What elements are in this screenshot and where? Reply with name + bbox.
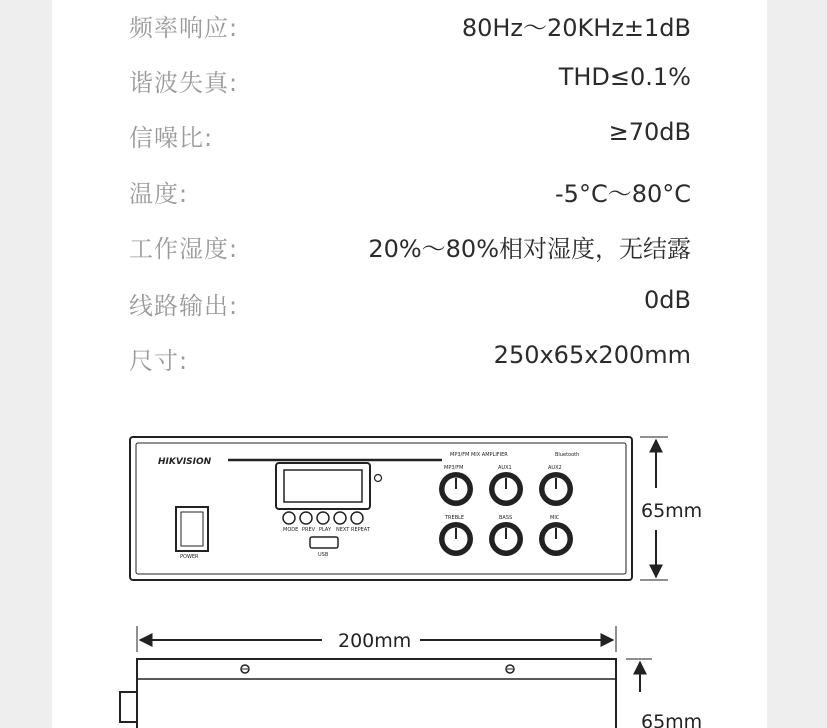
prev-button[interactable]: [300, 512, 312, 524]
repeat-button[interactable]: [351, 512, 363, 524]
spec-value: ≥70dB: [608, 118, 691, 146]
spec-value: 250x65x200mm: [493, 341, 691, 369]
model-label: MP3/FM MIX AMPLIFIER: [450, 452, 508, 458]
next-button[interactable]: [334, 512, 346, 524]
height-dimension: [640, 437, 702, 580]
spec-label: 工作湿度:: [129, 235, 239, 263]
knob-label: MP3/FM: [444, 465, 464, 471]
knob-label: AUX1: [498, 465, 512, 471]
amplifier-dimension-diagram: [52, 0, 767, 728]
usb-port[interactable]: [310, 537, 338, 548]
side-view: [120, 659, 702, 728]
spec-value: 20%～80%相对湿度，无结露: [368, 235, 691, 263]
button-label: NEXT: [336, 527, 350, 533]
spec-label: 频率响应:: [129, 14, 239, 42]
spec-value: 0dB: [644, 286, 691, 314]
usb-label: USB: [318, 552, 329, 558]
depth-dimension: [137, 626, 616, 652]
spec-sheet: [52, 0, 767, 728]
button-label: PREV: [302, 527, 316, 533]
spec-label: 温度:: [129, 180, 189, 208]
spec-label: 尺寸:: [129, 347, 189, 375]
mode-button[interactable]: [283, 512, 295, 524]
knob-label: AUX2: [548, 465, 562, 471]
button-label: REPEAT: [351, 527, 370, 533]
depth-label: 200mm: [338, 630, 412, 652]
knob-label: MIC: [550, 515, 560, 521]
bluetooth-label: Bluetooth: [555, 452, 580, 458]
button-label: PLAY: [319, 527, 332, 533]
spec-value: 80Hz～20KHz±1dB: [461, 14, 691, 42]
front-panel: [130, 437, 632, 580]
knob-label: BASS: [499, 515, 513, 521]
play-button[interactable]: [317, 512, 329, 524]
brand-logo: HIKVISION: [158, 457, 212, 467]
height-label: 65mm: [641, 500, 703, 522]
spec-label: 信噪比:: [129, 124, 214, 152]
knob-label: TREBLE: [445, 515, 465, 521]
spec-value: THD≤0.1%: [558, 63, 691, 91]
spec-label: 线路输出:: [129, 292, 239, 320]
button-label: MODE: [283, 527, 299, 533]
spec-label: 谐波失真:: [129, 69, 239, 97]
power-label: POWER: [180, 554, 199, 560]
side-height-label: 65mm: [641, 711, 703, 728]
spec-value: -5°C～80°C: [555, 180, 691, 208]
